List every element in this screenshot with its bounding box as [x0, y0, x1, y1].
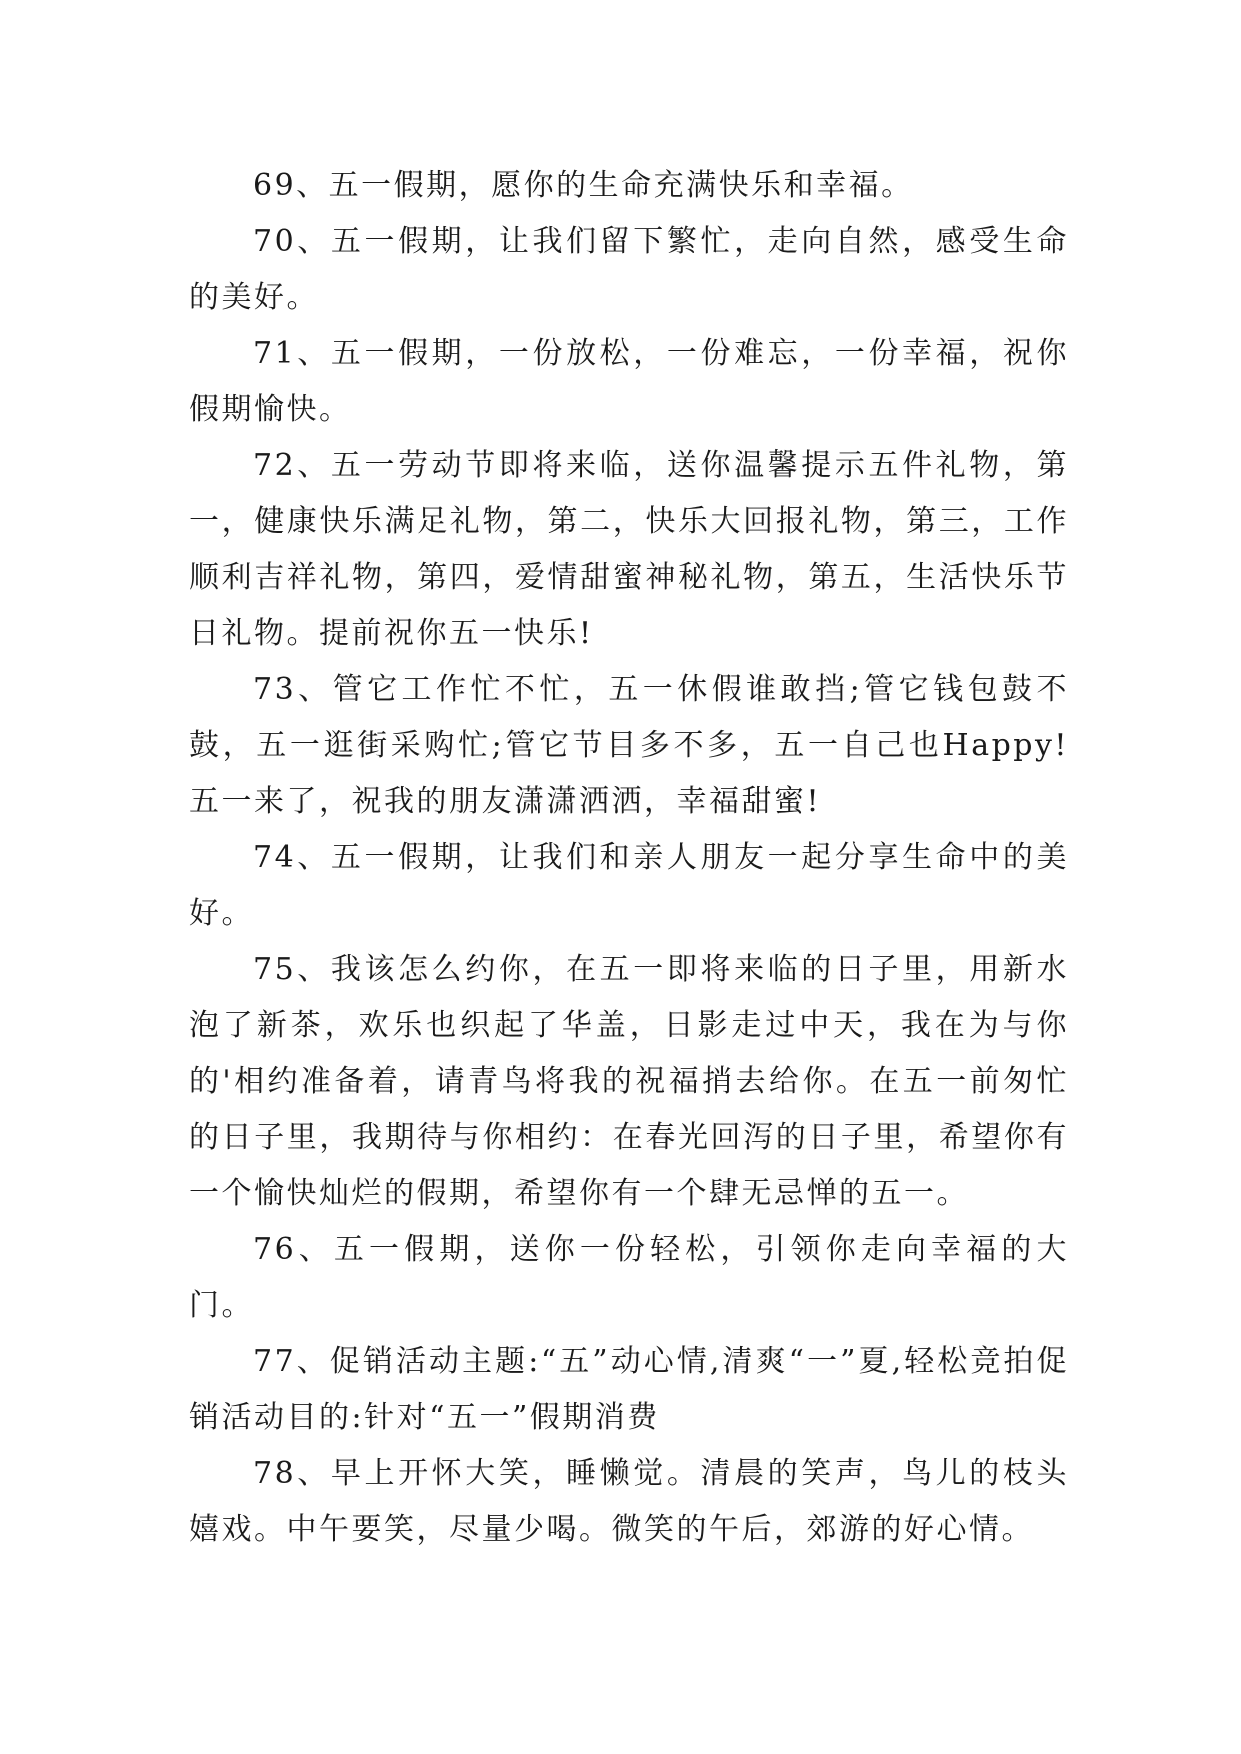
paragraph-75: 75、我该怎么约你，在五一即将来临的日子里，用新水泡了新茶，欢乐也织起了华盖，日影走过中天，我在为与你的'相约准备着，请青鸟将我的祝福捎去给你。在五一前匆忙的日子里，我期待与你相约：在春光回泻的日子里，希望你有一个愉快灿烂的假期，希望你有一个肆无忌惮的五一。	[189, 952, 1069, 1211]
paragraph-73: 73、管它工作忙不忙，五一休假谁敢挡;管它钱包鼓不鼓，五一逛街采购忙;管它节目多不多，五一自己也Happy!五一来了，祝我的朋友潇潇洒洒，幸福甜蜜!	[189, 672, 1069, 819]
paragraph-74: 74、五一假期，让我们和亲人朋友一起分享生命中的美好。	[189, 840, 1069, 931]
paragraph-70: 70、五一假期，让我们留下繁忙，走向自然，感受生命的美好。	[189, 224, 1069, 315]
document-body	[189, 158, 1069, 1558]
paragraph-76: 76、五一假期，送你一份轻松，引领你走向幸福的大门。	[189, 1232, 1069, 1323]
paragraph-71: 71、五一假期，一份放松，一份难忘，一份幸福，祝你假期愉快。	[189, 336, 1069, 427]
paragraph-78: 78、早上开怀大笑，睡懒觉。清晨的笑声，鸟儿的枝头嬉戏。中午要笑，尽量少喝。微笑的午后，郊游的好心情。	[189, 1456, 1069, 1547]
paragraph-69: 69、五一假期，愿你的生命充满快乐和幸福。	[253, 168, 914, 203]
paragraph-77: 77、促销活动主题:“五”动心情,清爽“一”夏,轻松竞拍促销活动目的:针对“五一”假期消费	[189, 1344, 1069, 1435]
paragraph-72: 72、五一劳动节即将来临，送你温馨提示五件礼物，第一，健康快乐满足礼物，第二，快乐大回报礼物，第三，工作顺利吉祥礼物，第四，爱情甜蜜神秘礼物，第五，生活快乐节日礼物。提前祝你五一快乐!	[189, 448, 1069, 651]
